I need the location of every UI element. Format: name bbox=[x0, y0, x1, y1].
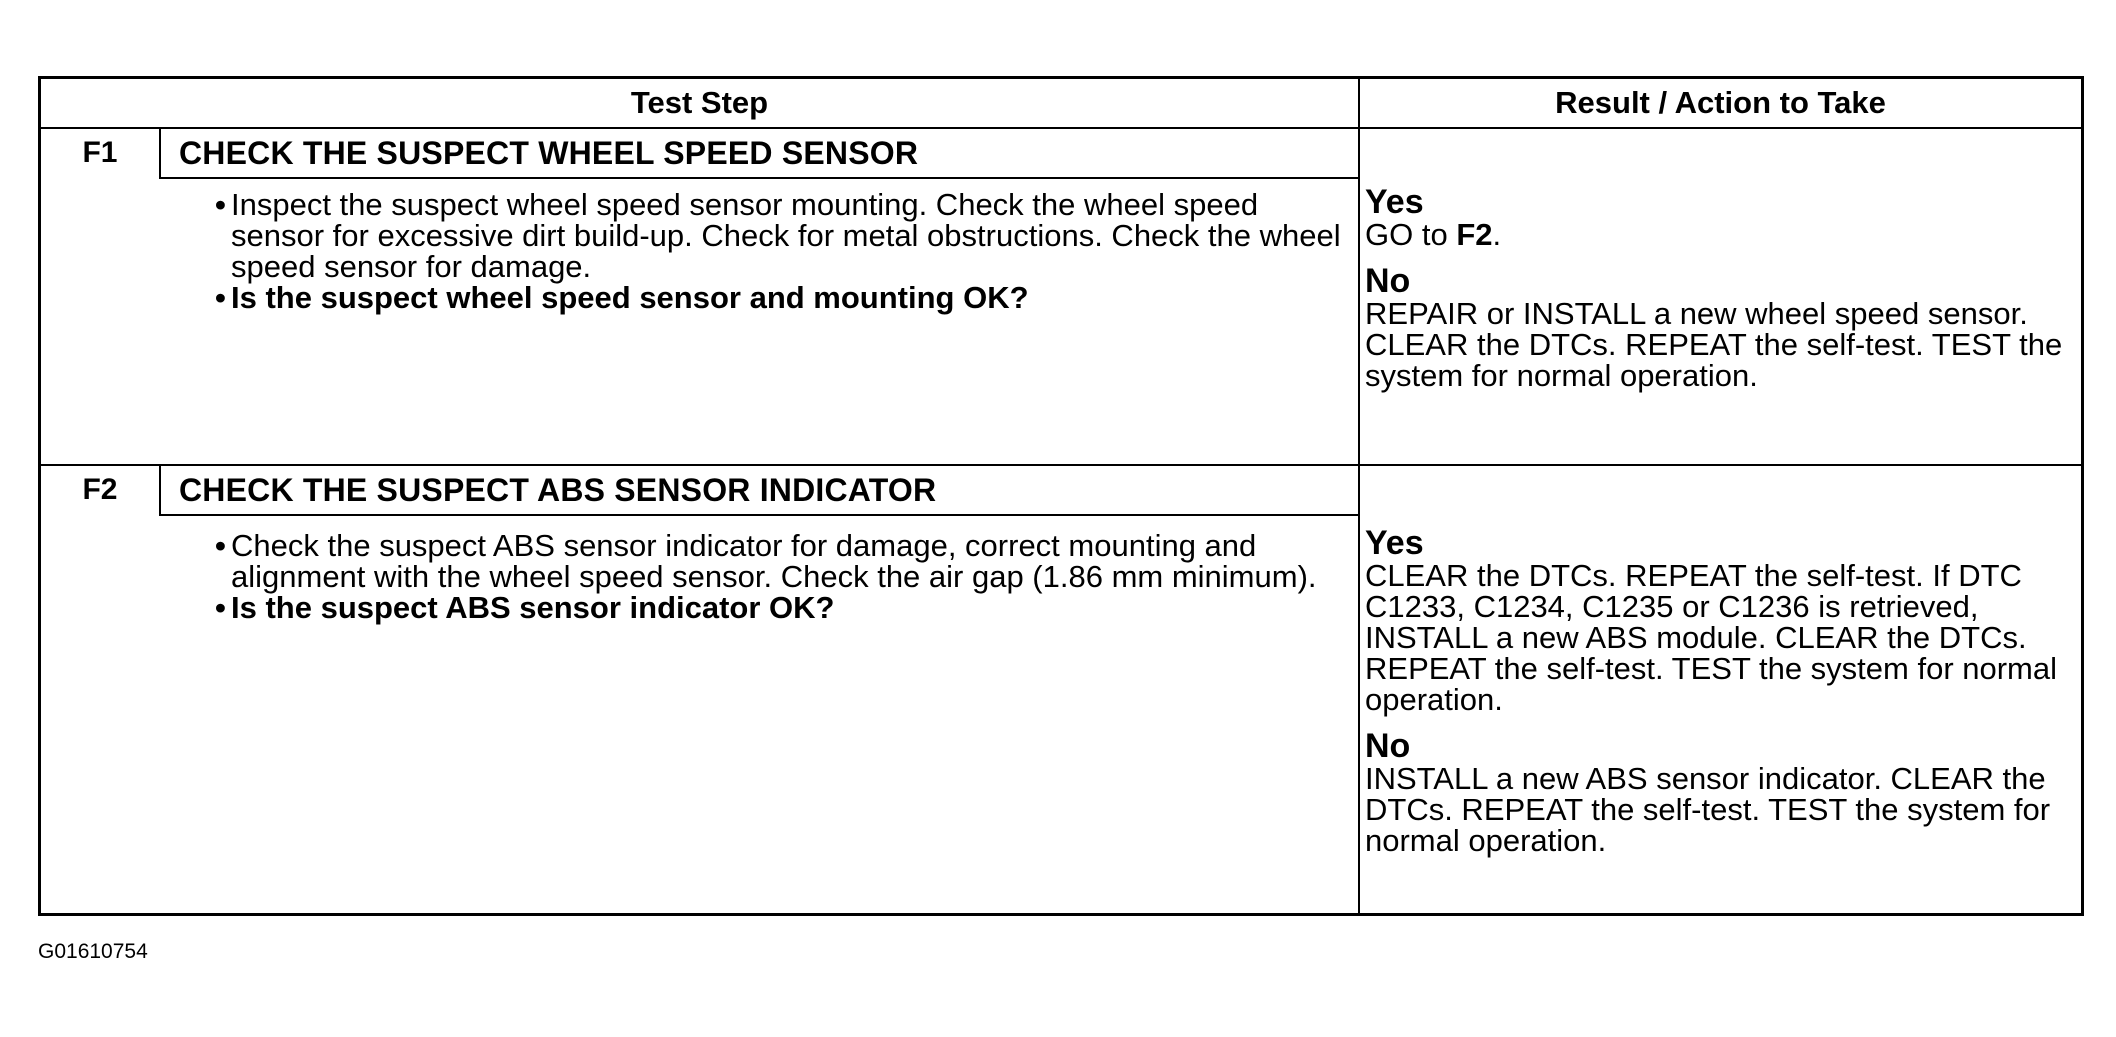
result-f2 bbox=[1365, 524, 2080, 870]
result-no-f1 bbox=[1365, 264, 2080, 391]
yes-label-f2: Yes bbox=[1365, 524, 1424, 562]
step-id-f1: F1 bbox=[82, 136, 118, 169]
question-f1: • Is the suspect wheel speed sensor and mounting OK? bbox=[171, 282, 1341, 313]
question-f2: • Is the suspect ABS sensor indicator OK? bbox=[171, 592, 1341, 623]
step-id-divider-f1 bbox=[159, 129, 161, 177]
result-yes-f2 bbox=[1365, 526, 2080, 715]
step-title-underline-f2 bbox=[159, 514, 1358, 516]
figure-code: G01610754 bbox=[38, 940, 148, 963]
header-test-step: Test Step bbox=[630, 85, 769, 120]
yes-text-f1 bbox=[1365, 219, 2080, 250]
header-result-action: Result / Action to Take bbox=[1555, 85, 1886, 120]
step-body-f2 bbox=[171, 530, 1341, 623]
yes-text-link-f1: F2 bbox=[1456, 217, 1493, 252]
yes-text-suffix-f1: . bbox=[1492, 217, 1502, 252]
test-step-table bbox=[38, 76, 2084, 916]
yes-text-f2: CLEAR the DTCs. REPEAT the self-test. If DTC C1233, C1234, C1235 or C1236 is retrieved, INSTALL a new ABS module. CLEAR the DTCs. REPEAT the self-test. TEST the system for normal operation. bbox=[1365, 558, 2058, 717]
instruction-f1: • Inspect the suspect wheel speed sensor mounting. Check the wheel speed sensor for excessive dirt build-up. Check for metal obstructions. Check the wheel speed sensor for damage. bbox=[171, 189, 1341, 282]
step-id-divider-f2 bbox=[159, 466, 161, 514]
result-yes-f1 bbox=[1365, 185, 2080, 250]
instruction-f2: • Check the suspect ABS sensor indicator for damage, correct mounting and alignment with the wheel speed sensor. Check the air gap (1.86 mm minimum). bbox=[171, 530, 1341, 592]
step-title-underline-f1 bbox=[159, 177, 1358, 179]
step-id-f2: F2 bbox=[82, 473, 118, 506]
result-no-f2 bbox=[1365, 729, 2080, 856]
step-title-f1: CHECK THE SUSPECT WHEEL SPEED SENSOR bbox=[179, 134, 919, 171]
step-body-f1 bbox=[171, 189, 1341, 313]
yes-text-prefix-f1: GO to bbox=[1365, 217, 1457, 252]
no-label-f2: No bbox=[1365, 727, 1411, 765]
column-divider bbox=[1358, 79, 1360, 913]
yes-label-f1: Yes bbox=[1365, 183, 1424, 221]
no-text-f1: REPAIR or INSTALL a new wheel speed sensor. CLEAR the DTCs. REPEAT the self-test. TEST the system for normal operation. bbox=[1365, 296, 2063, 393]
no-label-f1: No bbox=[1365, 262, 1411, 300]
no-text-f2: INSTALL a new ABS sensor indicator. CLEAR the DTCs. REPEAT the self-test. TEST the system for normal operation. bbox=[1365, 761, 2051, 858]
result-f1 bbox=[1365, 183, 2080, 405]
step-title-f2: CHECK THE SUSPECT ABS SENSOR INDICATOR bbox=[179, 471, 937, 508]
